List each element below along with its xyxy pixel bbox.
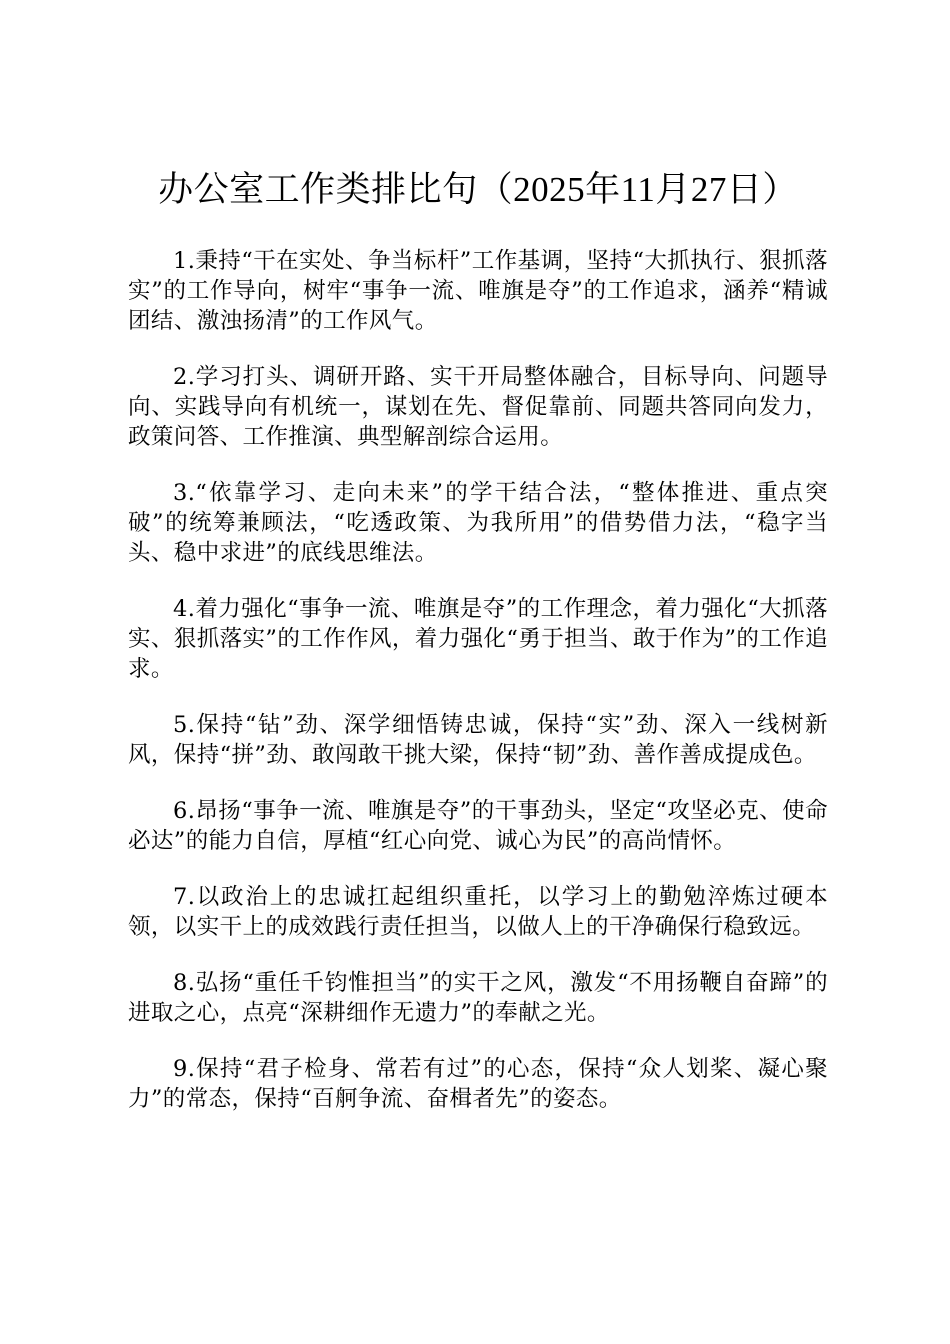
paragraph-1: 1.秉持“干在实处、争当标杆”工作基调，坚持“大抓执行、狠抓落实”的工作导向，树牢“事争一流、唯旗是夺”的工作追求，涵养“精诚团结、激浊扬清”的工作风气。 bbox=[128, 248, 828, 334]
paragraph-8: 8.弘扬“重任千钧惟担当”的实干之风，激发“不用扬鞭自奋蹄”的进取之心，点亮“深耕细作无遗力”的奉献之光。 bbox=[128, 970, 828, 1026]
document-title: 办公室工作类排比句（2025年11月27日） bbox=[158, 170, 798, 209]
paragraph-7: 7.以政治上的忠诚扛起组织重托，以学习上的勤勉淬炼过硬本领，以实干上的成效践行责任担当，以做人上的干净确保行稳致远。 bbox=[128, 884, 828, 940]
document-page bbox=[128, 160, 828, 1140]
paragraph-9: 9.保持“君子检身、常若有过”的心态，保持“众人划桨、凝心聚力”的常态，保持“百舸争流、奋楫者先”的姿态。 bbox=[128, 1056, 828, 1112]
paragraph-3: 3.“依靠学习、走向未来”的学干结合法，“整体推进、重点突破”的统筹兼顾法，“吃透政策、为我所用”的借势借力法，“稳字当头、稳中求进”的底线思维法。 bbox=[128, 480, 828, 566]
paragraph-5: 5.保持“钻”劲、深学细悟铸忠诚，保持“实”劲、深入一线树新风，保持“拼”劲、敢闯敢干挑大梁，保持“韧”劲、善作善成提成色。 bbox=[128, 712, 828, 768]
paragraph-6: 6.昂扬“事争一流、唯旗是夺”的干事劲头，坚定“攻坚必克、使命必达”的能力自信，厚植“红心向党、诚心为民”的高尚情怀。 bbox=[128, 798, 828, 854]
paragraph-2: 2.学习打头、调研开路、实干开局整体融合，目标导向、问题导向、实践导向有机统一，谋划在先、督促靠前、同题共答同向发力，政策问答、工作推演、典型解剖综合运用。 bbox=[128, 364, 828, 450]
paragraph-4: 4.着力强化“事争一流、唯旗是夺”的工作理念，着力强化“大抓落实、狠抓落实”的工作作风，着力强化“勇于担当、敢于作为”的工作追求。 bbox=[128, 596, 828, 682]
